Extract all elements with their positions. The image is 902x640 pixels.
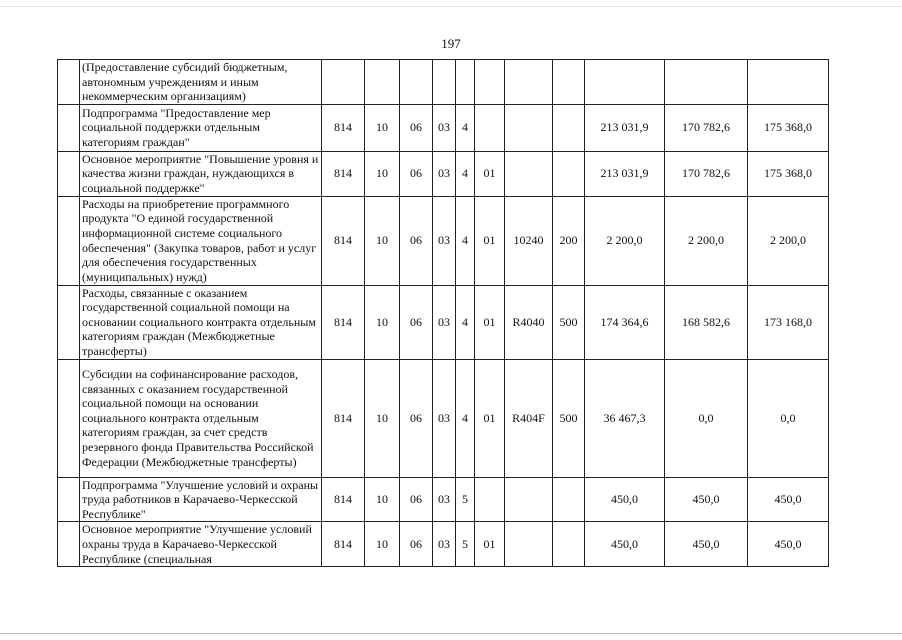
table-row (58, 60, 829, 105)
row-c2-cell: 10 (365, 359, 400, 477)
row-v1-cell: 213 031,9 (585, 151, 665, 196)
row-c4-cell: 03 (433, 359, 456, 477)
row-v3-cell: 175 368,0 (748, 104, 829, 151)
row-c7-cell (505, 104, 553, 151)
row-v3-cell: 173 168,0 (748, 285, 829, 359)
row-c3-cell: 06 (400, 196, 433, 285)
table-row (58, 104, 829, 151)
row-c2-cell: 10 (365, 477, 400, 522)
row-c4-cell: 03 (433, 196, 456, 285)
row-name-cell: Субсидии на софинансирование расходов, связанных с оказанием государственной социальной помощи на основании социального контракта отдельным категориям граждан, за счет средств резервного фонда Правительства Российской Федерации (Межбюджетные трансферты) (80, 359, 322, 477)
row-c4-cell: 03 (433, 285, 456, 359)
row-c7-cell (505, 60, 553, 105)
row-c1-cell: 814 (322, 477, 365, 522)
row-c8-cell (553, 60, 585, 105)
row-c3-cell: 06 (400, 522, 433, 567)
row-c5-cell: 4 (456, 104, 475, 151)
row-v1-cell: 450,0 (585, 522, 665, 567)
row-c7-cell (505, 522, 553, 567)
row-name-cell: Расходы на приобретение программного продукта "О единой государственной информационной системе социального обеспечения" (Закупка товаров, работ и услуг для обеспечения государственных (муниципальных) нужд) (80, 196, 322, 285)
row-v2-cell: 0,0 (665, 359, 748, 477)
row-c1-cell (322, 60, 365, 105)
row-c5-cell: 4 (456, 359, 475, 477)
row-v1-cell (585, 60, 665, 105)
row-v1-cell: 36 467,3 (585, 359, 665, 477)
budget-table (57, 59, 829, 567)
row-v3-cell: 450,0 (748, 522, 829, 567)
row-c8-cell (553, 522, 585, 567)
row-c1-cell: 814 (322, 104, 365, 151)
row-c7-cell (505, 477, 553, 522)
row-v1-cell: 2 200,0 (585, 196, 665, 285)
row-c7-cell (505, 151, 553, 196)
row-v3-cell: 0,0 (748, 359, 829, 477)
row-c1-cell: 814 (322, 359, 365, 477)
row-c6-cell: 01 (475, 359, 505, 477)
row-c8-cell (553, 104, 585, 151)
row-v2-cell: 2 200,0 (665, 196, 748, 285)
row-c2-cell: 10 (365, 285, 400, 359)
row-v3-cell (748, 60, 829, 105)
row-c2-cell: 10 (365, 104, 400, 151)
row-c4-cell: 03 (433, 477, 456, 522)
row-name-cell: Подпрограмма "Улучшение условий и охраны труда работников в Карачаево-Черкесской Республике" (80, 477, 322, 522)
row-name-cell: Основное мероприятие "Улучшение условий охраны труда в Карачаево-Черкесской Республике (специальная (80, 522, 322, 567)
row-v2-cell: 168 582,6 (665, 285, 748, 359)
row-c3-cell: 06 (400, 359, 433, 477)
row-c3-cell (400, 60, 433, 105)
row-c8-cell: 200 (553, 196, 585, 285)
row-c1-cell: 814 (322, 196, 365, 285)
row-c6-cell (475, 477, 505, 522)
row-name-cell: Расходы, связанные с оказанием государственной социальной помощи на основании социального контракта отдельным категориям граждан (Межбюджетные трансферты) (80, 285, 322, 359)
row-c6-cell: 01 (475, 522, 505, 567)
row-c6-cell: 01 (475, 285, 505, 359)
row-c4-cell: 03 (433, 522, 456, 567)
row-c2-cell (365, 60, 400, 105)
row-c4-cell: 03 (433, 151, 456, 196)
row-c8-cell: 500 (553, 285, 585, 359)
row-v1-cell: 213 031,9 (585, 104, 665, 151)
row-number-cell (58, 477, 80, 522)
row-c2-cell: 10 (365, 151, 400, 196)
row-c5-cell: 4 (456, 196, 475, 285)
row-c3-cell: 06 (400, 285, 433, 359)
row-number-cell (58, 285, 80, 359)
row-v1-cell: 174 364,6 (585, 285, 665, 359)
row-number-cell (58, 151, 80, 196)
row-c5-cell: 4 (456, 151, 475, 196)
table-row (58, 196, 829, 285)
table-row (58, 285, 829, 359)
row-c1-cell: 814 (322, 522, 365, 567)
row-c5-cell: 4 (456, 285, 475, 359)
row-number-cell (58, 60, 80, 105)
row-c4-cell: 03 (433, 104, 456, 151)
row-v3-cell: 2 200,0 (748, 196, 829, 285)
row-number-cell (58, 522, 80, 567)
page-number: 197 (441, 36, 461, 51)
row-number-cell (58, 104, 80, 151)
row-c6-cell: 01 (475, 151, 505, 196)
scan-edge-top (0, 6, 902, 7)
row-name-cell: (Предоставление субсидий бюджетным, автономным учреждениям и иным некоммерческим организациям) (80, 60, 322, 105)
row-v2-cell: 170 782,6 (665, 151, 748, 196)
row-c4-cell (433, 60, 456, 105)
table-row (58, 359, 829, 477)
row-number-cell (58, 359, 80, 477)
row-c8-cell (553, 477, 585, 522)
row-v2-cell: 170 782,6 (665, 104, 748, 151)
row-c5-cell: 5 (456, 522, 475, 567)
row-name-cell: Подпрограмма "Предоставление мер социальной поддержки отдельным категориям граждан" (80, 104, 322, 151)
row-v2-cell: 450,0 (665, 477, 748, 522)
row-c6-cell (475, 60, 505, 105)
row-v2-cell: 450,0 (665, 522, 748, 567)
row-c7-cell: 10240 (505, 196, 553, 285)
row-c5-cell (456, 60, 475, 105)
row-name-cell: Основное мероприятие "Повышение уровня и качества жизни граждан, нуждающихся в социальной поддержке" (80, 151, 322, 196)
row-c6-cell (475, 104, 505, 151)
row-v3-cell: 450,0 (748, 477, 829, 522)
table-row (58, 477, 829, 522)
row-c8-cell (553, 151, 585, 196)
row-v2-cell (665, 60, 748, 105)
row-c5-cell: 5 (456, 477, 475, 522)
row-c2-cell: 10 (365, 196, 400, 285)
row-v3-cell: 175 368,0 (748, 151, 829, 196)
row-c3-cell: 06 (400, 151, 433, 196)
table-row (58, 522, 829, 567)
row-c7-cell: R4040 (505, 285, 553, 359)
row-v1-cell: 450,0 (585, 477, 665, 522)
row-number-cell (58, 196, 80, 285)
row-c2-cell: 10 (365, 522, 400, 567)
row-c1-cell: 814 (322, 285, 365, 359)
table-row (58, 151, 829, 196)
row-c3-cell: 06 (400, 104, 433, 151)
row-c6-cell: 01 (475, 196, 505, 285)
row-c3-cell: 06 (400, 477, 433, 522)
scan-edge-bottom (0, 633, 902, 634)
row-c7-cell: R404F (505, 359, 553, 477)
row-c8-cell: 500 (553, 359, 585, 477)
row-c1-cell: 814 (322, 151, 365, 196)
